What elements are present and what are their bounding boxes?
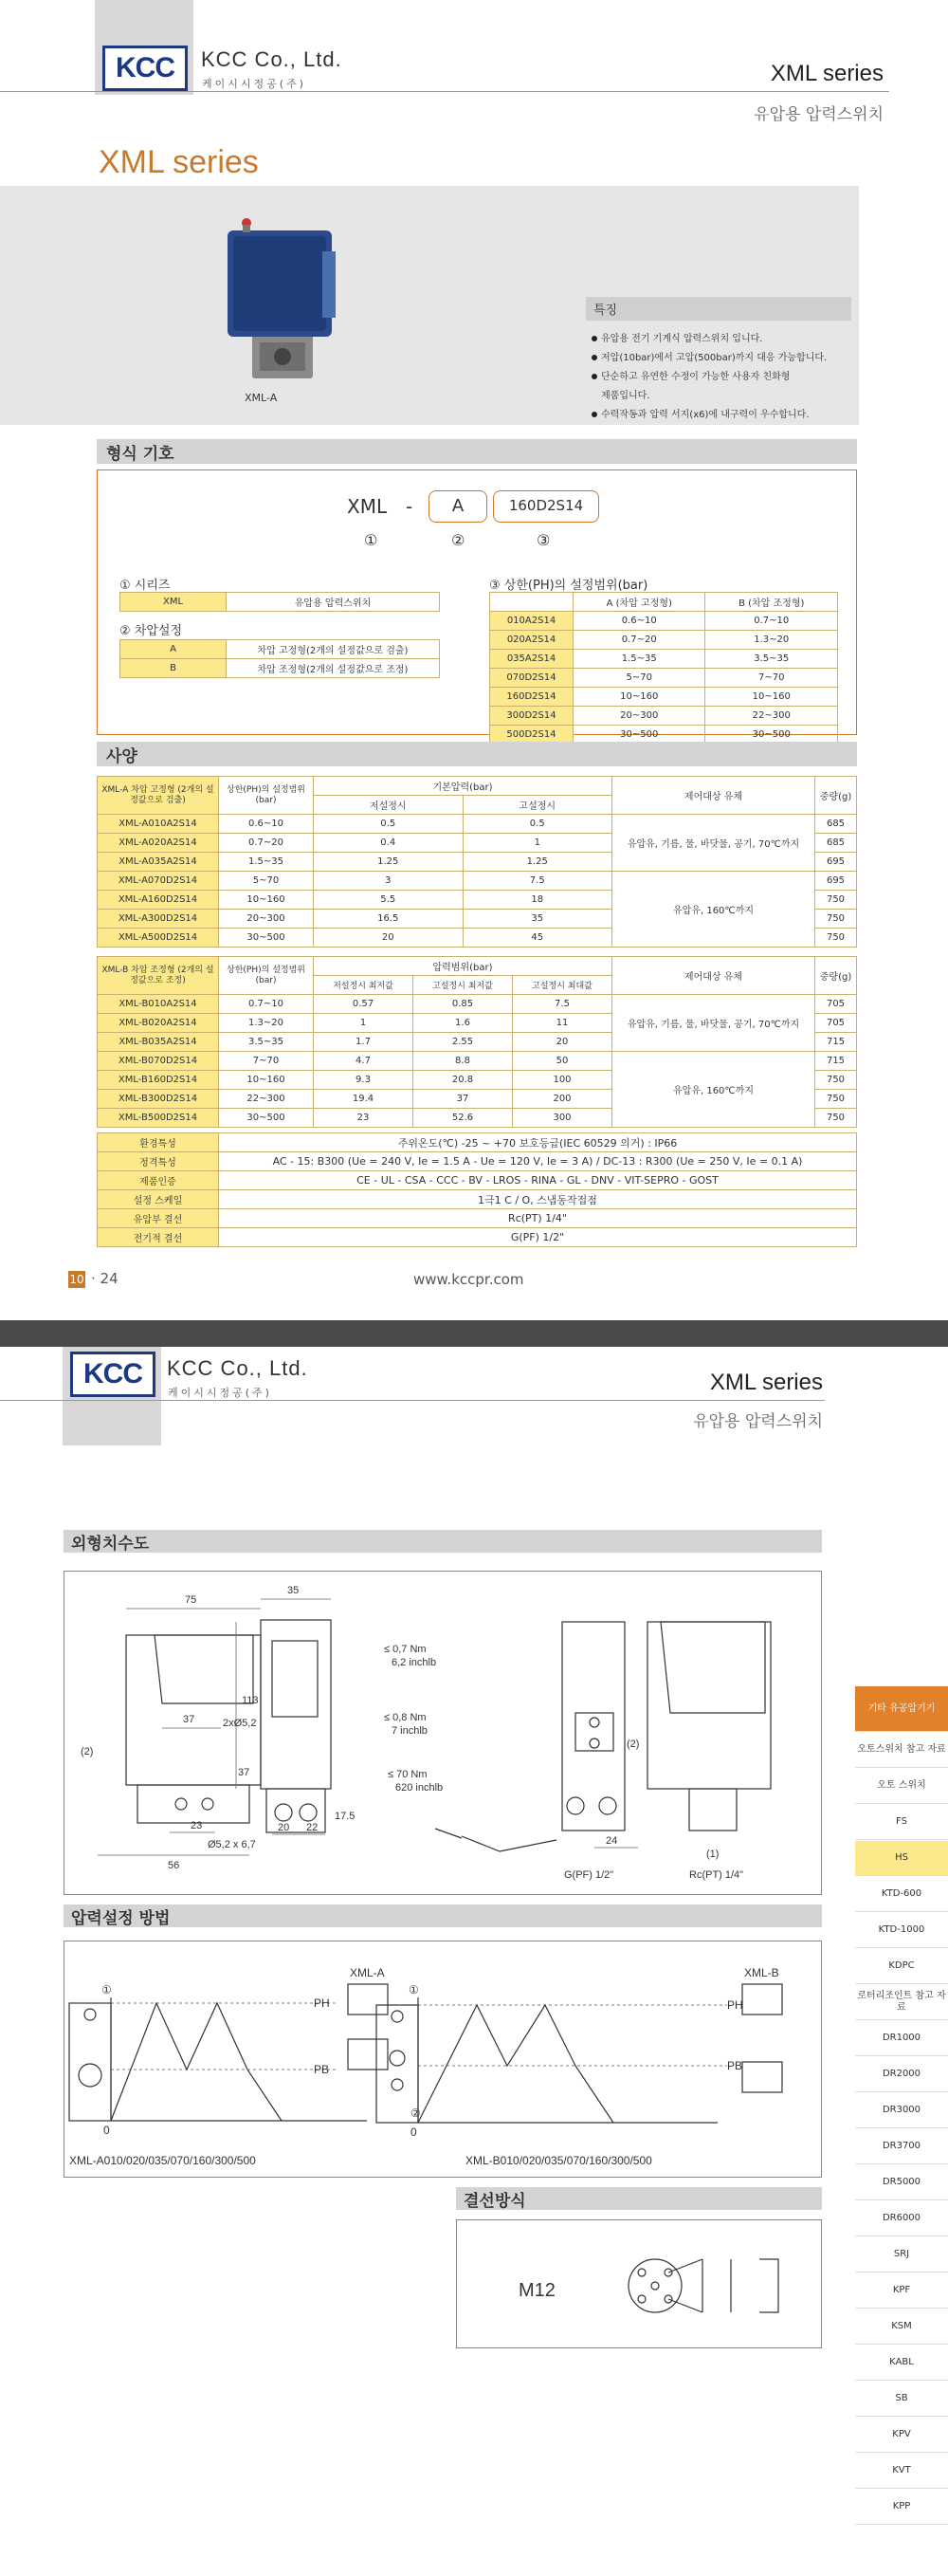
weight-cell: 715: [815, 1033, 857, 1052]
dim-35: 35: [287, 1585, 300, 1596]
model-type-box: A: [428, 490, 487, 523]
spec-cell: 10~160: [219, 1071, 314, 1090]
fluid-cell: 유압유, 기름, 물, 바닷물, 공기, 70℃까지: [612, 815, 815, 872]
sidebar-item[interactable]: DR3700: [855, 2129, 948, 2164]
spec-cell: XML-B010A2S14: [98, 995, 219, 1014]
kcc-logo: KCC: [102, 46, 188, 91]
range-cell: 0.7~10: [705, 612, 838, 631]
range-row: [490, 650, 838, 669]
spec-cell: 20: [513, 1033, 612, 1052]
sidebar-item[interactable]: DR2000: [855, 2057, 948, 2092]
company-name: KCC Co., Ltd.: [167, 1356, 308, 1380]
spec-cell: 22~300: [219, 1090, 314, 1109]
range-head: B (차압 조정형): [705, 593, 838, 612]
dim-37: 37: [183, 1714, 195, 1725]
type-desc: 차압 조정형(2개의 설정값으로 조정): [227, 659, 440, 678]
pressure-heading: 압력설정 방법: [64, 1904, 822, 1927]
spec-head: 저설정시: [314, 796, 464, 815]
range-cell: 3.5~35: [705, 650, 838, 669]
misc-label: 전기적 결선: [98, 1228, 219, 1247]
range-cell: 30~500: [705, 726, 838, 745]
spec-cell: 0.57: [314, 995, 413, 1014]
fluid-cell: 유압유, 160℃까지: [612, 872, 815, 948]
range-cell: 30~500: [574, 726, 705, 745]
misc-value: CE - UL - CSA - CCC - BV - LROS - RINA - GL - DNV - VIT-SEPRO - GOST: [219, 1171, 857, 1190]
misc-label: 환경특성: [98, 1133, 219, 1152]
misc-label: 제품인증: [98, 1171, 219, 1190]
sidebar-item[interactable]: KDPC: [855, 1949, 948, 1984]
spec-cell: 1.5~35: [219, 853, 314, 872]
spec-cell: 52.6: [413, 1109, 513, 1128]
spec-head: 상한(PH)의 설정범위 (bar): [219, 957, 314, 995]
spec-cell: 0.85: [413, 995, 513, 1014]
feature-item: 수력작동과 압력 서지(x6)에 내구력이 우수합니다.: [592, 406, 857, 425]
dim-113: 113: [242, 1695, 259, 1706]
spec-cell: 20: [314, 929, 464, 948]
page-separator: [0, 1320, 948, 1347]
weight-cell: 750: [815, 929, 857, 948]
label-n1-a: ①: [101, 1983, 112, 1996]
sidebar-item[interactable]: DR3000: [855, 2093, 948, 2128]
dim-17-5: 17.5: [335, 1811, 356, 1822]
spec-cell: 35: [463, 910, 612, 929]
spec-cell: 20.8: [413, 1071, 513, 1090]
misc-row: [98, 1152, 857, 1171]
sidebar-item[interactable]: KVT: [855, 2454, 948, 2489]
dimension-drawing: [64, 1571, 822, 1895]
spec-head: 중량(g): [815, 957, 857, 995]
company-name: KCC Co., Ltd.: [201, 47, 342, 71]
spec-cell: 1.25: [463, 853, 612, 872]
weight-cell: 750: [815, 1071, 857, 1090]
dim-slot: Ø5,2 x 6,7: [208, 1839, 256, 1850]
misc-row: [98, 1190, 857, 1209]
spec-head: 고설정시: [463, 796, 612, 815]
spec-cell: 7.5: [513, 995, 612, 1014]
spec-head: XML-A 차압 고정형 (2개의 설정값으로 검출): [98, 777, 219, 815]
weight-cell: 695: [815, 872, 857, 891]
misc-label: 유압부 결선: [98, 1209, 219, 1228]
header-rule: [0, 91, 889, 92]
website-link[interactable]: www.kccpr.com: [413, 1271, 524, 1288]
dim-20: 20: [278, 1822, 290, 1833]
torque-1a: ≤ 0,7 Nm: [384, 1644, 427, 1655]
spec-cell: 0.6~10: [219, 815, 314, 834]
weight-cell: 750: [815, 1090, 857, 1109]
spec-cell: 7.5: [463, 872, 612, 891]
misc-value: G(PF) 1/2": [219, 1228, 857, 1247]
range-cell: 20~300: [574, 707, 705, 726]
spec-cell: XML-A300D2S14: [98, 910, 219, 929]
spec-cell: 18: [463, 891, 612, 910]
product-image: [224, 213, 343, 384]
spec-head: 상한(PH)의 설정범위 (bar): [219, 777, 314, 815]
dim-24: 24: [606, 1835, 618, 1847]
spec-cell: XML-B020A2S14: [98, 1014, 219, 1033]
misc-spec-table: [97, 1132, 857, 1247]
label-ph-b: PH: [727, 1998, 743, 2012]
sidebar-item[interactable]: 기타 유공압기기: [855, 1686, 948, 1732]
spec-table-a: [97, 776, 857, 948]
model-prefix: XML: [347, 495, 388, 518]
wiring-label: M12: [519, 2280, 556, 2301]
caption-xml-b: XML-B010/020/035/070/160/300/500: [465, 2154, 652, 2167]
spec-cell: 1.6: [413, 1014, 513, 1033]
spec-cell: 2.55: [413, 1033, 513, 1052]
header-rule: [0, 1400, 825, 1401]
range-cell: 070D2S14: [490, 669, 574, 688]
series-subtitle: 유압용 압력스위치: [693, 1412, 823, 1431]
sidebar-item[interactable]: DR5000: [855, 2165, 948, 2200]
sidebar-item[interactable]: 로터리조인트 참고 자료: [855, 1985, 948, 2020]
misc-value: AC - 15: B300 (Ue = 240 V, Ie = 1.5 A - Ue = 120 V, Ie = 3 A) / DC-13 : R300 (Ue = 250 V, Ie = 0.1 A): [219, 1152, 857, 1171]
caption-xml-a: XML-A010/020/035/070/160/300/500: [69, 2154, 256, 2167]
spec-cell: XML-B500D2S14: [98, 1109, 219, 1128]
spec-head: 기본압력(bar): [314, 777, 612, 796]
page-number: · 24: [91, 1270, 118, 1287]
range-row: [490, 631, 838, 650]
spec-cell: 300: [513, 1109, 612, 1128]
label-n1-b: ①: [409, 1983, 419, 1996]
spec-cell: 7~70: [219, 1052, 314, 1071]
range-cell: 22~300: [705, 707, 838, 726]
spec-cell: 1: [463, 834, 612, 853]
sidebar-item[interactable]: DR6000: [855, 2201, 948, 2236]
spec-cell: 8.8: [413, 1052, 513, 1071]
spec-cell: 200: [513, 1090, 612, 1109]
spec-cell: 3.5~35: [219, 1033, 314, 1052]
kcc-logo: KCC: [70, 1352, 155, 1397]
spec-cell: 30~500: [219, 929, 314, 948]
spec-cell: 45: [463, 929, 612, 948]
model-num-2: ②: [451, 531, 465, 549]
dim-56: 56: [168, 1860, 180, 1871]
range-cell: 1.3~20: [705, 631, 838, 650]
range-cell: 500D2S14: [490, 726, 574, 745]
weight-cell: 705: [815, 1014, 857, 1033]
features-list: [592, 330, 857, 425]
spec-cell: 37: [413, 1090, 513, 1109]
dim-75: 75: [185, 1594, 197, 1606]
spec-cell: 10~160: [219, 891, 314, 910]
series-title: XML series: [770, 61, 884, 86]
spec-cell: 1.25: [314, 853, 464, 872]
spec-head: 고설정시 최저값: [413, 976, 513, 995]
label-rc: Rc(PT) 1/4": [689, 1869, 744, 1881]
spec-cell: 20~300: [219, 910, 314, 929]
sidebar-item[interactable]: KSM: [855, 2309, 948, 2345]
weight-cell: 705: [815, 995, 857, 1014]
sidebar-item[interactable]: KTD-1000: [855, 1913, 948, 1948]
range-row: [490, 612, 838, 631]
sidebar-item[interactable]: KABL: [855, 2346, 948, 2381]
spec-cell: 0.4: [314, 834, 464, 853]
label-ph-a: PH: [314, 1996, 330, 2010]
sidebar-item[interactable]: KTD-600: [855, 1877, 948, 1912]
spec-cell: 1.7: [314, 1033, 413, 1052]
series-code: XML: [120, 593, 227, 612]
range-cell: 7~70: [705, 669, 838, 688]
spec-head: 압력범위(bar): [314, 957, 612, 976]
torque-2a: ≤ 0,8 Nm: [384, 1712, 427, 1723]
range-cell: 5~70: [574, 669, 705, 688]
range-cell: 035A2S14: [490, 650, 574, 669]
label-gpf: G(PF) 1/2": [564, 1869, 614, 1881]
series-title: XML series: [709, 1370, 823, 1395]
spec-cell: XML-B070D2S14: [98, 1052, 219, 1071]
spec-cell: XML-A160D2S14: [98, 891, 219, 910]
weight-cell: 715: [815, 1052, 857, 1071]
spec-heading: 사양: [97, 742, 857, 766]
spec-cell: 1.3~20: [219, 1014, 314, 1033]
model-num-1: ①: [364, 531, 378, 549]
range-row: [490, 669, 838, 688]
spec-cell: 30~500: [219, 1109, 314, 1128]
series-subtitle: 유압용 압력스위치: [754, 105, 884, 124]
range-label: ③ 상한(PH)의 설정범위(bar): [489, 579, 648, 593]
page-number-box: 10: [69, 1273, 84, 1286]
spec-row: [98, 1052, 857, 1071]
callout-1: (1): [706, 1849, 720, 1860]
spec-cell: 0.7~20: [219, 834, 314, 853]
spec-row: [98, 872, 857, 891]
feature-item: 저압(10bar)에서 고압(500bar)까지 대응 가능합니다.: [592, 349, 857, 368]
misc-value: Rc(PT) 1/4": [219, 1209, 857, 1228]
range-cell: 160D2S14: [490, 688, 574, 707]
spec-cell: 50: [513, 1052, 612, 1071]
label-pb-a: PB: [314, 2063, 330, 2076]
sidebar-item[interactable]: 오토스위치 참고 자료: [855, 1733, 948, 1768]
spec-cell: XML-A035A2S14: [98, 853, 219, 872]
type-table: [119, 639, 440, 678]
spec-table-b: [97, 956, 857, 1128]
misc-label: 정격특성: [98, 1152, 219, 1171]
feature-item: 유압용 전기 기계식 압력스위치 입니다.: [592, 330, 857, 349]
dimension-heading: 외형치수도: [64, 1530, 822, 1553]
company-name-korean: 케이시시정공(주): [168, 1387, 272, 1399]
spec-cell: 3: [314, 872, 464, 891]
torque-3a: ≤ 70 Nm: [388, 1769, 428, 1780]
spec-cell: XML-A010A2S14: [98, 815, 219, 834]
features-heading: 특징: [586, 297, 851, 321]
misc-row: [98, 1228, 857, 1247]
label-n2-b: ②: [410, 2107, 421, 2120]
spec-cell: 0.5: [463, 815, 612, 834]
type-code: B: [120, 659, 227, 678]
model-num-3: ③: [537, 531, 551, 549]
range-cell: 1.5~35: [574, 650, 705, 669]
feature-item: 단순하고 유연한 수정이 가능한 사용자 친화형: [592, 368, 857, 387]
weight-cell: 695: [815, 853, 857, 872]
spec-cell: XML-B160D2S14: [98, 1071, 219, 1090]
sidebar-nav: [853, 1686, 948, 2576]
spec-cell: 1: [314, 1014, 413, 1033]
weight-cell: 750: [815, 910, 857, 929]
misc-row: [98, 1133, 857, 1152]
dim-37-vert: 37: [238, 1767, 250, 1778]
callout-2-right: (2): [627, 1739, 640, 1750]
torque-2b: 7 inchlb: [392, 1725, 428, 1737]
spec-head: 제어대상 유체: [612, 777, 815, 815]
torque-3b: 620 inchlb: [395, 1782, 444, 1794]
spec-cell: XML-A070D2S14: [98, 872, 219, 891]
fluid-cell: 유압유, 160℃까지: [612, 1052, 815, 1128]
spec-cell: 100: [513, 1071, 612, 1090]
type-label: ② 차압설정: [119, 624, 183, 638]
dim-22: 22: [306, 1822, 319, 1833]
misc-value: 1극1 C / O, 스냅동작접점: [219, 1190, 857, 1209]
weight-cell: 750: [815, 891, 857, 910]
spec-cell: XML-B300D2S14: [98, 1090, 219, 1109]
sidebar-item[interactable]: SRJ: [855, 2237, 948, 2272]
misc-value: 주위온도(℃) -25 ~ +70 보호등급(IEC 60529 의거) : IP66: [219, 1133, 857, 1152]
spec-head: 제어대상 유체: [612, 957, 815, 995]
type-desc: 차압 고정형(2개의 설정값으로 검출): [227, 640, 440, 659]
spec-cell: XML-B035A2S14: [98, 1033, 219, 1052]
model-range-box: 160D2S14: [493, 490, 599, 523]
range-cell: 10~160: [705, 688, 838, 707]
model-code-heading: 형식 기호: [97, 439, 857, 464]
sidebar-item[interactable]: SB: [855, 2382, 948, 2417]
spec-cell: 5.5: [314, 891, 464, 910]
range-cell: 0.7~20: [574, 631, 705, 650]
fluid-cell: 유압유, 기름, 물, 바닷물, 공기, 70℃까지: [612, 995, 815, 1052]
spec-head: 고설정시 최대값: [513, 976, 612, 995]
series-table: [119, 592, 440, 612]
spec-row: [98, 815, 857, 834]
dim-2x-hole: 2xØ5,2: [223, 1718, 257, 1729]
page-2: [0, 1347, 948, 2576]
range-cell: 0.6~10: [574, 612, 705, 631]
spec-cell: 4.7: [314, 1052, 413, 1071]
pressure-diagram: [64, 1941, 822, 2178]
label-xml-b: XML-B: [744, 1966, 779, 1979]
weight-cell: 685: [815, 815, 857, 834]
label-pb-b: PB: [727, 2059, 743, 2072]
label-xml-a: XML-A: [350, 1966, 385, 1979]
company-name-korean: 케이시시정공(주): [202, 78, 306, 90]
weight-cell: 685: [815, 834, 857, 853]
misc-row: [98, 1171, 857, 1190]
misc-row: [98, 1209, 857, 1228]
range-head: [490, 593, 574, 612]
range-row: [490, 688, 838, 707]
type-code: A: [120, 640, 227, 659]
dim-23: 23: [191, 1820, 203, 1831]
torque-1b: 6,2 inchlb: [392, 1657, 437, 1668]
spec-row: [98, 995, 857, 1014]
spec-head: XML-B 차압 조정형 (2개의 설정값으로 조정): [98, 957, 219, 995]
sidebar-item[interactable]: KPV: [855, 2418, 948, 2453]
spec-cell: 16.5: [314, 910, 464, 929]
label-zero-b: 0: [410, 2125, 417, 2139]
sidebar-item[interactable]: HS: [855, 1841, 948, 1876]
wiring-heading: 결선방식: [456, 2187, 822, 2210]
spec-cell: 0.7~10: [219, 995, 314, 1014]
product-label: XML-A: [245, 392, 278, 404]
label-zero-a: 0: [103, 2124, 110, 2137]
spec-cell: 11: [513, 1014, 612, 1033]
callout-2-left: (2): [81, 1746, 94, 1757]
page-title: XML series: [99, 144, 259, 180]
sidebar-item[interactable]: KPF: [855, 2273, 948, 2309]
range-cell: 020A2S14: [490, 631, 574, 650]
range-cell: 10~160: [574, 688, 705, 707]
series-desc: 유압용 압력스위치: [227, 593, 440, 612]
sidebar-item[interactable]: FS: [855, 1805, 948, 1840]
range-cell: 300D2S14: [490, 707, 574, 726]
spec-head: 중량(g): [815, 777, 857, 815]
spec-cell: 9.3: [314, 1071, 413, 1090]
wiring-diagram: [608, 2236, 797, 2335]
sidebar-item[interactable]: KPP: [855, 2490, 948, 2525]
weight-cell: 750: [815, 1109, 857, 1128]
page-number-value: 24: [100, 1270, 118, 1287]
spec-cell: 19.4: [314, 1090, 413, 1109]
series-label: ① 시리즈: [119, 579, 171, 593]
range-cell: 010A2S14: [490, 612, 574, 631]
spec-cell: XML-A500D2S14: [98, 929, 219, 948]
spec-cell: 0.5: [314, 815, 464, 834]
sidebar-item[interactable]: DR1000: [855, 2021, 948, 2056]
feature-item: 제품입니다.: [601, 391, 650, 401]
model-dash: -: [406, 495, 413, 518]
spec-cell: 5~70: [219, 872, 314, 891]
spec-cell: XML-A020A2S14: [98, 834, 219, 853]
spec-cell: 23: [314, 1109, 413, 1128]
misc-label: 설정 스케일: [98, 1190, 219, 1209]
spec-head: 저설정시 최저값: [314, 976, 413, 995]
sidebar-item[interactable]: 오토 스위치: [855, 1769, 948, 1804]
range-table: [489, 592, 838, 745]
range-head: A (차압 고정형): [574, 593, 705, 612]
range-row: [490, 707, 838, 726]
